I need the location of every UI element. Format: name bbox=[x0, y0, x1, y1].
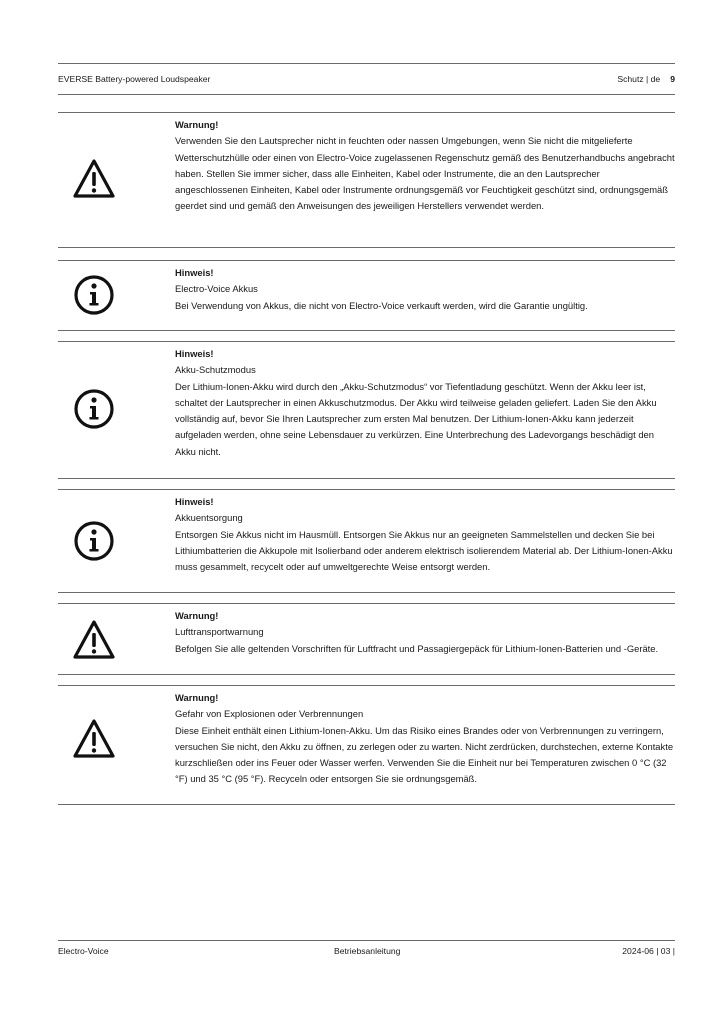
info-circle-icon bbox=[72, 388, 116, 430]
notice-warning-moisture bbox=[58, 112, 675, 248]
info-circle-icon bbox=[72, 274, 116, 316]
notice-title: Hinweis! bbox=[175, 496, 214, 507]
header-right bbox=[617, 74, 675, 84]
notice-title: Warnung! bbox=[175, 119, 219, 130]
notice-body: Entsorgen Sie Akkus nicht im Hausmüll. Entsorgen Sie Akkus nur an geeigneten Sammelstellen und decken Sie bei Lithiumbatterien die Akkupole mit Isolierband oder anderem elektrisch isolierendem Material ab. Der Lithium-Ionen-Akku muss gesammelt, recycelt oder auf umweltgerechte Weise entsorgt werden. bbox=[175, 528, 673, 573]
notice-body: Diese Einheit enthält einen Lithium-Ionen-Akku. Um das Risiko eines Brandes oder von Verbrennungen zu verringern, versuchen Sie nicht, den Akku zu öffnen, zu zerlegen oder zu warten. Nicht zerdrücken, durchstechen, externe Kontakte kurzschließen oder ins Feuer oder Wasser werfen. Verwenden Sie die Einheit nur bei Temperaturen zwischen 0 °C (32 °F) und 35 °C (95 °F). Recyceln oder entsorgen Sie sie ordnungsgemäß. bbox=[175, 724, 674, 785]
warning-triangle-icon bbox=[72, 619, 116, 661]
notice-title: Warnung! bbox=[175, 692, 219, 703]
notice-warning-explosion bbox=[58, 685, 675, 805]
footer-version: 2024-06 | 03 | bbox=[622, 946, 675, 956]
warning-triangle-icon bbox=[72, 718, 116, 760]
notice-body: Verwenden Sie den Lautsprecher nicht in feuchten oder nassen Umgebungen, wenn Sie nicht die mitgelieferte Wetterschutzhülle oder einen von Electro-Voice zugelassenen Regenschutz gemäß des Benutzerhandbuchs angebracht haben. Stellen Sie immer sicher, dass alle Einheiten, Kabel oder Instrumente, die an den Lautsprecher angeschlossenen Einheiten, Kabel oder Instrumente ordnungsgemäß vor Feuchtigkeit geschützt sind, ordnungsgemäß geerdet sind und gemäß den Anweisungen des jeweiligen Herstellers verwendet werden. bbox=[175, 135, 675, 212]
notice-text bbox=[175, 346, 675, 460]
notice-text bbox=[175, 690, 675, 788]
page-header bbox=[58, 63, 675, 95]
notice-subtitle: Akkuentsorgung bbox=[175, 512, 243, 524]
notice-text bbox=[175, 608, 675, 657]
notice-title: Hinweis! bbox=[175, 267, 214, 278]
notice-warning-air-transport bbox=[58, 603, 675, 675]
notice-body: Der Lithium-Ionen-Akku wird durch den „Akku-Schutzmodus“ vor Tiefentladung geschützt. Wenn der Akku leer ist, schaltet der Lautsprecher in einen Akkuschutzmodus. Der Akku wird teilweise geladen geliefert. Laden Sie den Akku vollständig auf, bevor Sie Ihren Lautsprecher zum ersten Mal benutzen. Der Lithium-Ionen-Akku kann jederzeit aufgeladen werden, ohne seine Lebensdauer zu verkürzen. Eine Unterbrechung des Ladevorgangs beschädigt den Akku nicht. bbox=[175, 380, 657, 457]
notice-info-batteries bbox=[58, 260, 675, 331]
document-title: EVERSE Battery-powered Loudspeaker bbox=[58, 74, 211, 84]
footer-brand: Electro-Voice bbox=[58, 946, 109, 956]
notice-text bbox=[175, 494, 675, 575]
notice-info-protection-mode bbox=[58, 341, 675, 479]
notice-subtitle: Akku-Schutzmodus bbox=[175, 364, 256, 376]
notice-subtitle: Lufttransportwarnung bbox=[175, 626, 264, 638]
footer-doc-type: Betriebsanleitung bbox=[334, 946, 401, 956]
notice-title: Warnung! bbox=[175, 610, 219, 621]
info-circle-icon bbox=[72, 520, 116, 562]
page-number: 9 bbox=[670, 74, 675, 84]
notice-text bbox=[175, 117, 675, 215]
notice-subtitle: Electro-Voice Akkus bbox=[175, 283, 258, 295]
notice-body: Befolgen Sie alle geltenden Vorschriften für Luftfracht und Passagiergepäck für Lithium-Ionen-Batterien und -Geräte. bbox=[175, 642, 659, 654]
page-footer bbox=[58, 940, 675, 960]
section-label: Schutz | de bbox=[617, 74, 661, 84]
notice-text bbox=[175, 265, 675, 314]
notice-info-disposal bbox=[58, 489, 675, 593]
notice-subtitle: Gefahr von Explosionen oder Verbrennungen bbox=[175, 708, 364, 720]
notice-title: Hinweis! bbox=[175, 348, 214, 359]
warning-triangle-icon bbox=[72, 158, 116, 200]
notice-body: Bei Verwendung von Akkus, die nicht von Electro-Voice verkauft werden, wird die Garantie ungültig. bbox=[175, 299, 588, 311]
